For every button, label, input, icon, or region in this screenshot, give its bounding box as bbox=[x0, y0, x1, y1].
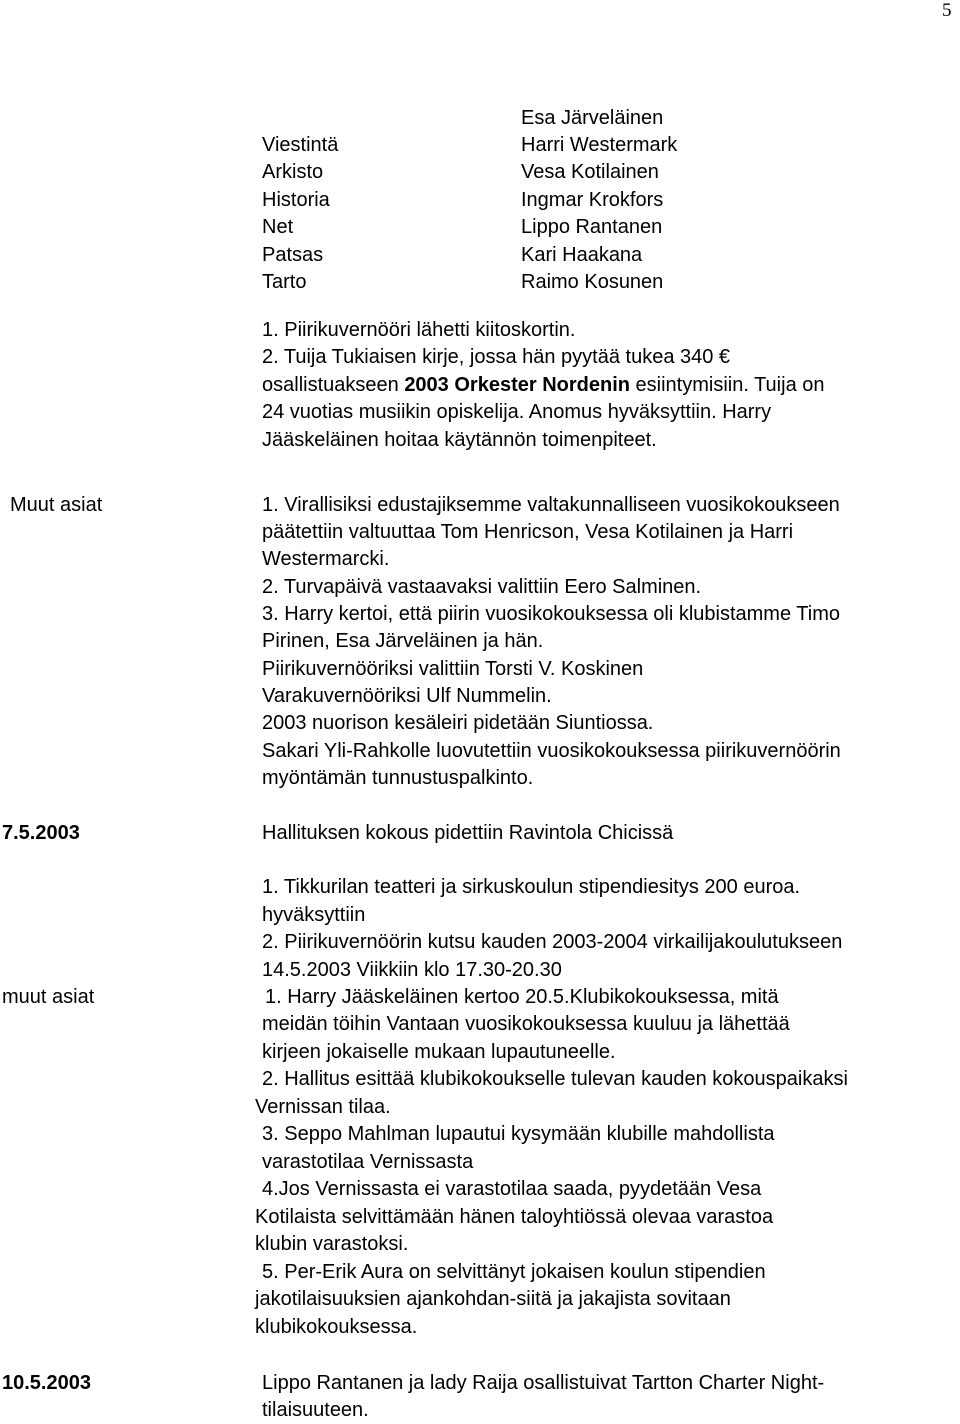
list-item bbox=[262, 372, 825, 399]
section-label: Muut asiat bbox=[10, 494, 103, 516]
list-item: 4.Jos Vernissasta ei varastotilaa saada, pyydetään Vesa bbox=[262, 1178, 762, 1200]
role-name: Ingmar Krokfors bbox=[521, 189, 664, 211]
role-label: Arkisto bbox=[262, 161, 324, 183]
list-item: 1. Piirikuvernööri lähetti kiitoskortin. bbox=[262, 319, 576, 341]
list-item: 2. Piirikuvernöörin kutsu kauden 2003-2004 virkailijakoulutukseen bbox=[262, 931, 843, 953]
list-item: Westermarcki. bbox=[262, 548, 390, 570]
text-span: esiintymisiin. Tuija on bbox=[629, 374, 825, 396]
list-item: 3. Harry kertoi, että piirin vuosikokouksessa oli klubistamme Timo bbox=[262, 603, 840, 625]
role-name: Kari Haakana bbox=[521, 244, 643, 266]
role-label: Viestintä bbox=[262, 134, 339, 156]
entry-text: Lippo Rantanen ja lady Raija osallistuivat Tartton Charter Night- bbox=[262, 1372, 825, 1394]
list-item: jakotilaisuuksien ajankohdan-siitä ja jakajista sovitaan bbox=[255, 1288, 731, 1310]
list-item: Vernissan tilaa. bbox=[255, 1096, 391, 1118]
entry-date: 10.5.2003 bbox=[2, 1372, 91, 1394]
list-item: 24 vuotias musiikin opiskelija. Anomus hyväksyttiin. Harry bbox=[262, 401, 772, 423]
list-item: 1. Tikkurilan teatteri ja sirkuskoulun stipendiesitys 200 euroa. bbox=[262, 876, 801, 898]
section-label: muut asiat bbox=[2, 986, 95, 1008]
role-name: Vesa Kotilainen bbox=[521, 161, 659, 183]
list-item: 2. Turvapäivä vastaavaksi valittiin Eero Salminen. bbox=[262, 576, 702, 598]
bold-text: 2003 Orkester Nordenin bbox=[404, 374, 630, 396]
list-item: klubikokouksessa. bbox=[255, 1316, 418, 1338]
page-number: 5 bbox=[942, 0, 952, 21]
list-item: 2. Tuija Tukiaisen kirje, jossa hän pyytää tukea 340 € bbox=[262, 346, 731, 368]
list-item: meidän töihin Vantaan vuosikokouksessa kuuluu ja lähettää bbox=[262, 1013, 790, 1035]
list-item: päätettiin valtuuttaa Tom Henricson, Vesa Kotilainen ja Harri bbox=[262, 521, 794, 543]
meeting-date: 7.5.2003 bbox=[2, 822, 80, 844]
role-label: Historia bbox=[262, 189, 330, 211]
list-item: hyväksyttiin bbox=[262, 904, 366, 926]
meeting-title: Hallituksen kokous pidettiin Ravintola Chicissä bbox=[262, 822, 674, 844]
list-item: Pirinen, Esa Järveläinen ja hän. bbox=[262, 630, 544, 652]
role-label: Patsas bbox=[262, 244, 324, 266]
role-name: Raimo Kosunen bbox=[521, 271, 664, 293]
role-label: Net bbox=[262, 216, 294, 238]
list-item: Varakuvernööriksi Ulf Nummelin. bbox=[262, 685, 552, 707]
role-name: Esa Järveläinen bbox=[521, 107, 664, 129]
role-name: Lippo Rantanen bbox=[521, 216, 663, 238]
role-name: Harri Westermark bbox=[521, 134, 678, 156]
list-item: klubin varastoksi. bbox=[255, 1233, 409, 1255]
list-item: 2. Hallitus esittää klubikokoukselle tulevan kauden kokouspaikaksi bbox=[262, 1068, 848, 1090]
list-item: myöntämän tunnustuspalkinto. bbox=[262, 767, 534, 789]
list-item: 14.5.2003 Viikkiin klo 17.30-20.30 bbox=[262, 959, 562, 981]
list-item: 1. Virallisiksi edustajiksemme valtakunnalliseen vuosikokoukseen bbox=[262, 494, 840, 516]
list-item: Piirikuvernööriksi valittiin Torsti V. Koskinen bbox=[262, 658, 644, 680]
list-item: 3. Seppo Mahlman lupautui kysymään klubille mahdollista bbox=[262, 1123, 775, 1145]
role-label: Tarto bbox=[262, 271, 307, 293]
list-item: varastotilaa Vernissasta bbox=[262, 1151, 474, 1173]
list-item: Kotilaista selvittämään hänen taloyhtiössä olevaa varastoa bbox=[255, 1206, 774, 1228]
list-item: 1. Harry Jääskeläinen kertoo 20.5.Klubikokouksessa, mitä bbox=[265, 986, 779, 1008]
text-span: osallistuakseen bbox=[262, 374, 405, 396]
list-item: Jääskeläinen hoitaa käytännön toimenpiteet. bbox=[262, 429, 657, 451]
list-item: kirjeen jokaiselle mukaan lupautuneelle. bbox=[262, 1041, 616, 1063]
list-item: 5. Per-Erik Aura on selvittänyt jokaisen koulun stipendien bbox=[262, 1261, 766, 1283]
list-item: 2003 nuorison kesäleiri pidetään Siuntiossa. bbox=[262, 712, 654, 734]
entry-text: tilaisuuteen. bbox=[262, 1399, 369, 1421]
list-item: Sakari Yli-Rahkolle luovutettiin vuosikokouksessa piirikuvernöörin bbox=[262, 740, 841, 762]
